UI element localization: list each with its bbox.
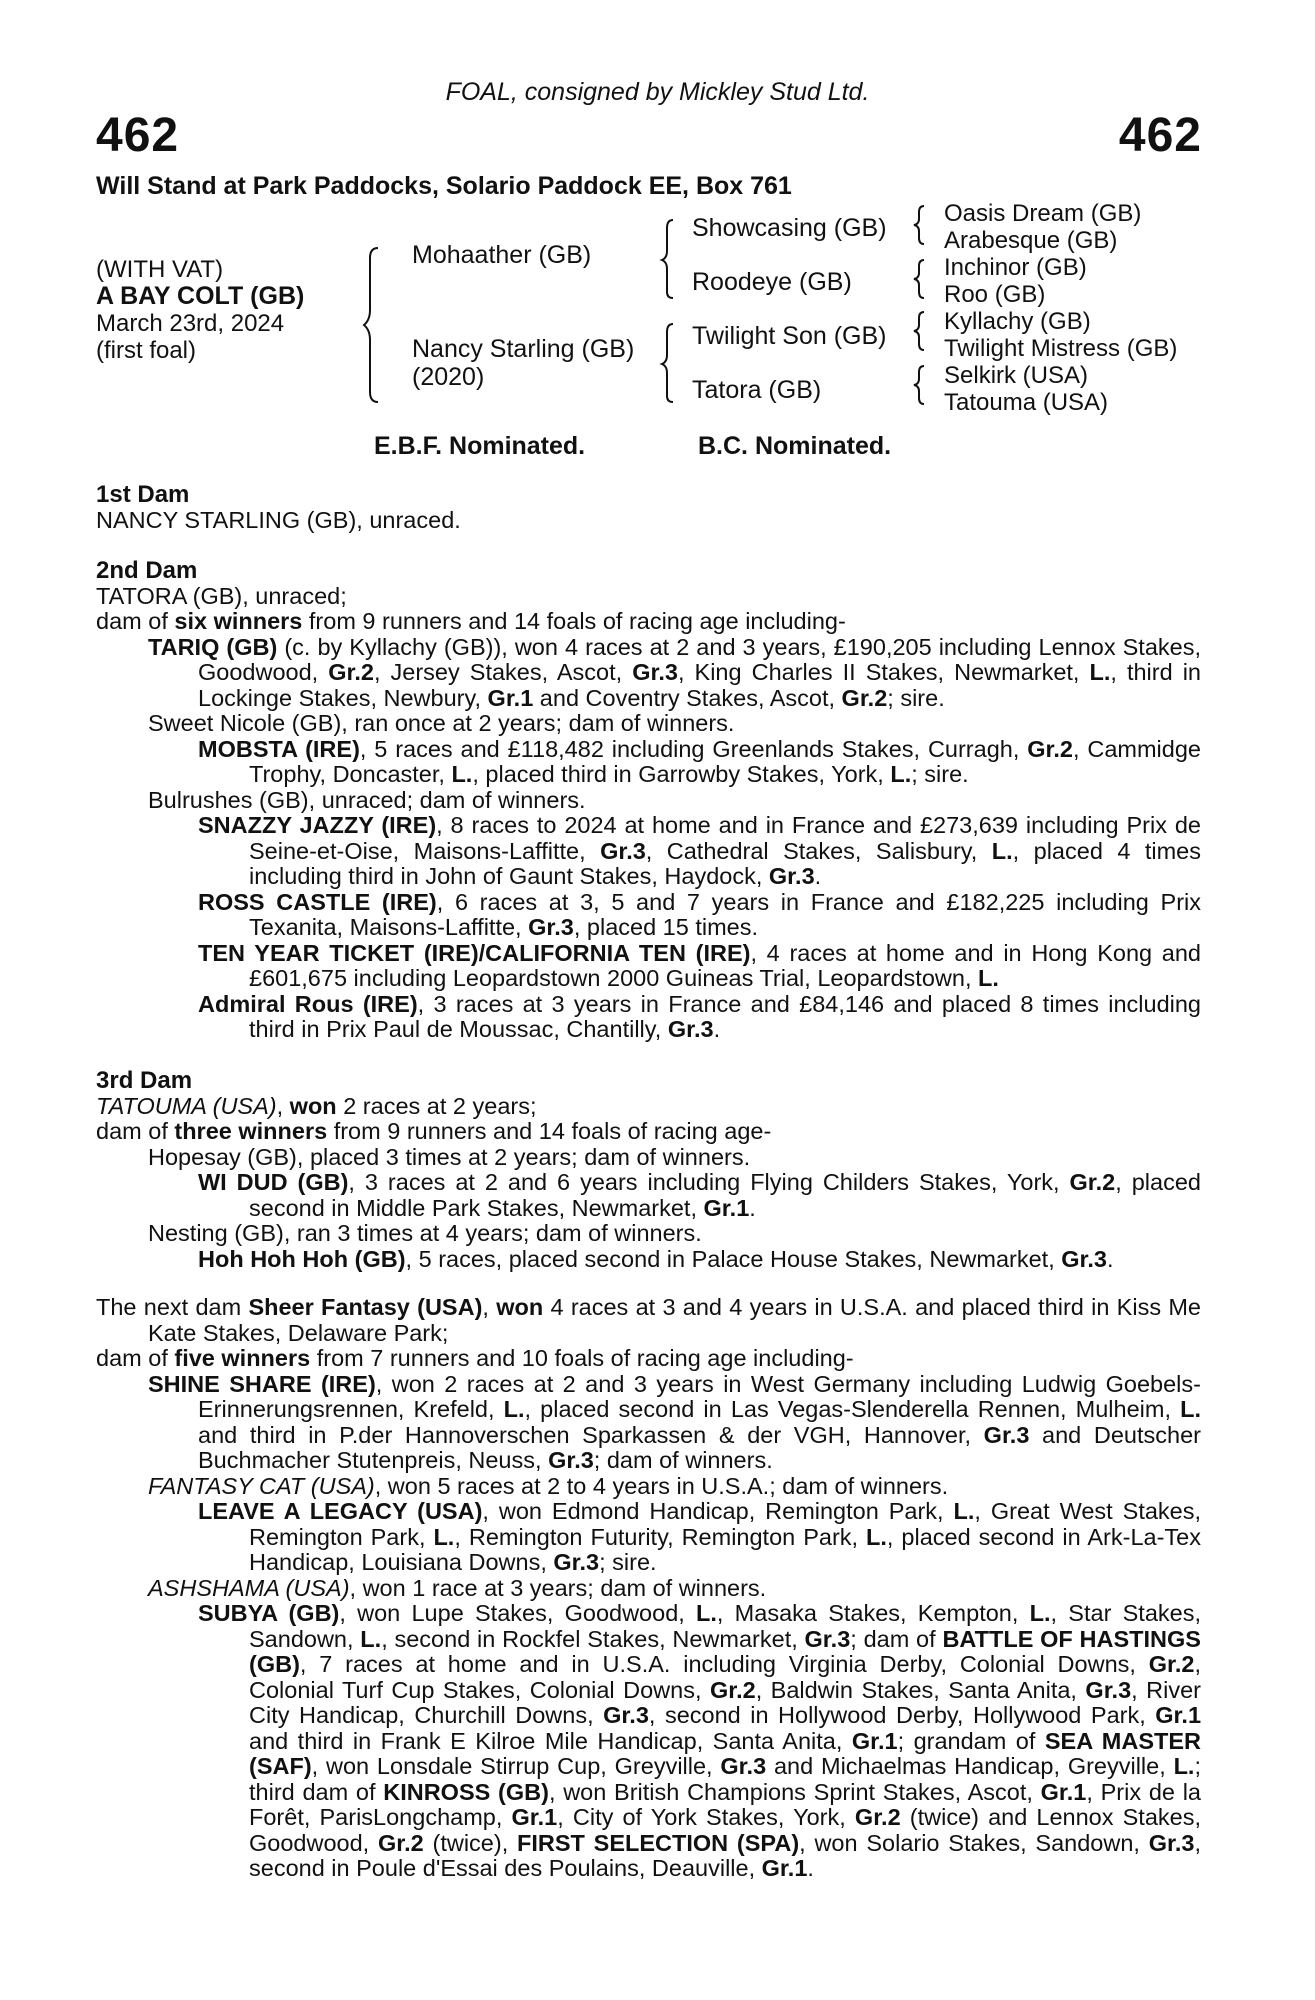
stand-location: Will Stand at Park Paddocks, Solario Paddock EE, Box 761 [96,172,792,200]
progeny-wi-dud: WI DUD (GB), 3 races at 2 and 6 years including Flying Childers Stakes, York, Gr.2, placed second in Middle Park Stakes, Newmarket, Gr.1. [198,1169,1201,1221]
pedigree-bracket-g3-1 [914,204,930,246]
progeny-bulrushes: Bulrushes (GB), unraced; dam of winners. [148,786,586,813]
dam-year: (2020) [412,363,485,391]
lot-number-right: 462 [1118,109,1202,162]
progeny-leave-a-legacy: LEAVE A LEGACY (USA), won Edmond Handicap, Remington Park, L., Great West Stakes, Remington Park, L., Remington Futurity, Remington Park, L., placed second in Ark-La-Tex Handicap, Louisiana Downs, Gr.3; sire. [198,1498,1202,1575]
first-dam-heading: 1st Dam [96,481,190,508]
progeny-hoh-hoh-hoh: Hoh Hoh Hoh (GB), 5 races, placed second in Palace House Stakes, Newmarket, Gr.3. [198,1245,1114,1272]
progeny-nesting: Nesting (GB), ran 3 times at 4 years; dam of winners. [148,1220,702,1246]
sire-name: Mohaather (GB) [412,241,592,269]
g3-name-1: Oasis Dream (GB) [944,200,1142,227]
g3-name-2: Arabesque (GB) [944,227,1118,254]
second-dam-produce-line: dam of six winners from 9 runners and 14 foals of racing age including- [96,608,846,634]
third-dam-line: TATOUMA (USA), won 2 races at 2 years; [96,1092,537,1119]
first-dam-section [96,482,1201,533]
g3-name-5: Kyllachy (GB) [944,308,1091,335]
dam-dam-name: Tatora (GB) [692,376,822,404]
g3-name-7: Selkirk (USA) [944,362,1089,389]
next-dam-line: The next dam Sheer Fantasy (USA), won 4 races at 3 and 4 years in U.S.A. and placed third in Kiss Me Kate Stakes, Delaware Park; [96,1294,1201,1346]
sire-sire-name: Showcasing (GB) [692,214,887,242]
ebf-nominated: E.B.F. Nominated. [374,432,586,460]
progeny-fantasy-cat: FANTASY CAT (USA), won 5 races at 2 to 4 years in U.S.A.; dam of winners. [148,1472,949,1499]
sire-dam-name: Roodeye (GB) [692,268,852,296]
pedigree-bracket-dam [663,322,681,404]
progeny-ross-castle: ROSS CASTLE (IRE), 6 races at 3, 5 and 7 years in France and £182,225 including Prix Texanita, Maisons-Laffitte, Gr.3, placed 15 times. [198,888,1201,940]
vat-label: (WITH VAT) [96,256,224,283]
progeny-ten-year-ticket: TEN YEAR TICKET (IRE)/CALIFORNIA TEN (IRE), 4 races at home and in Hong Kong and £601,675 including Leopardstown 2000 Guineas Trial, Leopardstown, L. [198,939,1201,991]
bc-nominated: B.C. Nominated. [698,432,892,460]
g3-name-8: Tatouma (USA) [944,389,1109,416]
second-dam-heading: 2nd Dam [96,557,198,584]
dam-name: Nancy Starling (GB) [412,335,635,363]
progeny-mobsta: MOBSTA (IRE), 5 races and £118,482 including Greenlands Stakes, Curragh, Gr.2, Cammidge Trophy, Doncaster, L., placed third in Garrowby Stakes, York, L.; sire. [198,735,1201,787]
first-dam-text: NANCY STARLING (GB), unraced. [96,506,461,533]
third-dam-heading: 3rd Dam [96,1067,193,1094]
foal-note: (first foal) [96,337,197,364]
progeny-sweet-nicole: Sweet Nicole (GB), ran once at 2 years; dam of winners. [148,710,735,736]
second-dam-line: TATORA (GB), unraced; [96,582,347,609]
progeny-subya: SUBYA (GB), won Lupe Stakes, Goodwood, L., Masaka Stakes, Kempton, L., Star Stakes, Sandown, L., second in Rockfel Stakes, Newmarket, Gr.3; dam of BATTLE OF HASTINGS (GB), 7 races at home and in U.S.A. including Virginia Derby, Colonial Downs, Gr.2, Colonial Turf Cup Stakes, Colonial Downs, Gr.2, Baldwin Stakes, Santa Anita, Gr.3, River City Handicap, Churchill Downs, Gr.3, second in Hollywood Derby, Hollywood Park, Gr.1 and third in Frank E Kilroe Mile Handicap, Santa Anita, Gr.1; grandam of SEA MASTER (SAF), won Lonsdale Stirrup Cup, Greyville, Gr.3 and Michaelmas Handicap, Greyville, L.; third dam of KINROSS (GB), won British Champions Sprint Stakes, Ascot, Gr.1, Prix de la Forêt, ParisLongchamp, Gr.1, City of York Stakes, York, Gr.2 (twice) and Lennox Stakes, Goodwood, Gr.2 (twice), FIRST SELECTION (SPA), won Solario Stakes, Sandown, Gr.3, second in Poule d'Essai des Poulains, Deauville, Gr.1. [198,1600,1202,1881]
pedigree-bracket-g3-4 [914,364,930,406]
consignor-line: FOAL, consigned by Mickley Stud Ltd. [445,78,870,106]
third-dam-section [96,1068,1201,1272]
progeny-hopesay: Hopesay (GB), placed 3 times at 2 years; dam of winners. [148,1143,751,1170]
next-dam-section [96,1295,1201,1882]
progeny-ashshama: ASHSHAMA (USA), won 1 race at 3 years; dam of winners. [148,1574,767,1601]
second-dam-section [96,558,1201,1043]
progeny-snazzy-jazzy: SNAZZY JAZZY (IRE), 8 races to 2024 at home and in France and £273,639 including Prix de Seine-et-Oise, Maisons-Laffitte, Gr.3, Cathedral Stakes, Salisbury, L., placed 4 times including third in John of Gaunt Stakes, Haydock, Gr.3. [198,812,1201,889]
lot-number-left: 462 [96,109,180,162]
pedigree-bracket-main [366,246,386,406]
dam-sire-name: Twilight Son (GB) [692,322,887,350]
g3-name-3: Inchinor (GB) [944,254,1087,281]
pedigree-bracket-g3-3 [914,310,930,352]
third-dam-produce-line: dam of three winners from 9 runners and 14 foals of racing age- [96,1118,772,1144]
pedigree-bracket-g3-2 [914,258,930,300]
foaling-date: March 23rd, 2024 [96,310,285,337]
next-dam-produce-line: dam of five winners from 7 runners and 10 foals of racing age including- [96,1345,854,1371]
g3-name-6: Twilight Mistress (GB) [944,335,1178,362]
progeny-admiral-rous: Admiral Rous (IRE), 3 races at 3 years in France and £84,146 and placed 8 times including third in Prix Paul de Moussac, Chantilly, Gr.3. [198,990,1201,1042]
g3-name-4: Roo (GB) [944,281,1046,308]
pedigree-bracket-sire [663,218,681,300]
progeny-tariq: TARIQ (GB) (c. by Kyllachy (GB)), won 4 races at 2 and 3 years, £190,205 including Lennox Stakes, Goodwood, Gr.2, Jersey Stakes, Ascot, Gr.3, King Charles II Stakes, Newmarket, L., third in Lockinge Stakes, Newbury, Gr.1 and Coventry Stakes, Ascot, Gr.2; sire. [148,633,1201,711]
progeny-shine-share: SHINE SHARE (IRE), won 2 races at 2 and 3 years in West Germany including Ludwig Goebels-Erinnerungsrennen, Krefeld, L., placed second in Las Vegas-Slenderella Rennen, Mulheim, L. and third in P.der Hannoverschen Sparkassen & der VGH, Hannover, Gr.3 and Deutscher Buchmacher Stutenpreis, Neuss, Gr.3; dam of winners. [148,1370,1201,1473]
lot-name: A BAY COLT (GB) [96,282,305,310]
